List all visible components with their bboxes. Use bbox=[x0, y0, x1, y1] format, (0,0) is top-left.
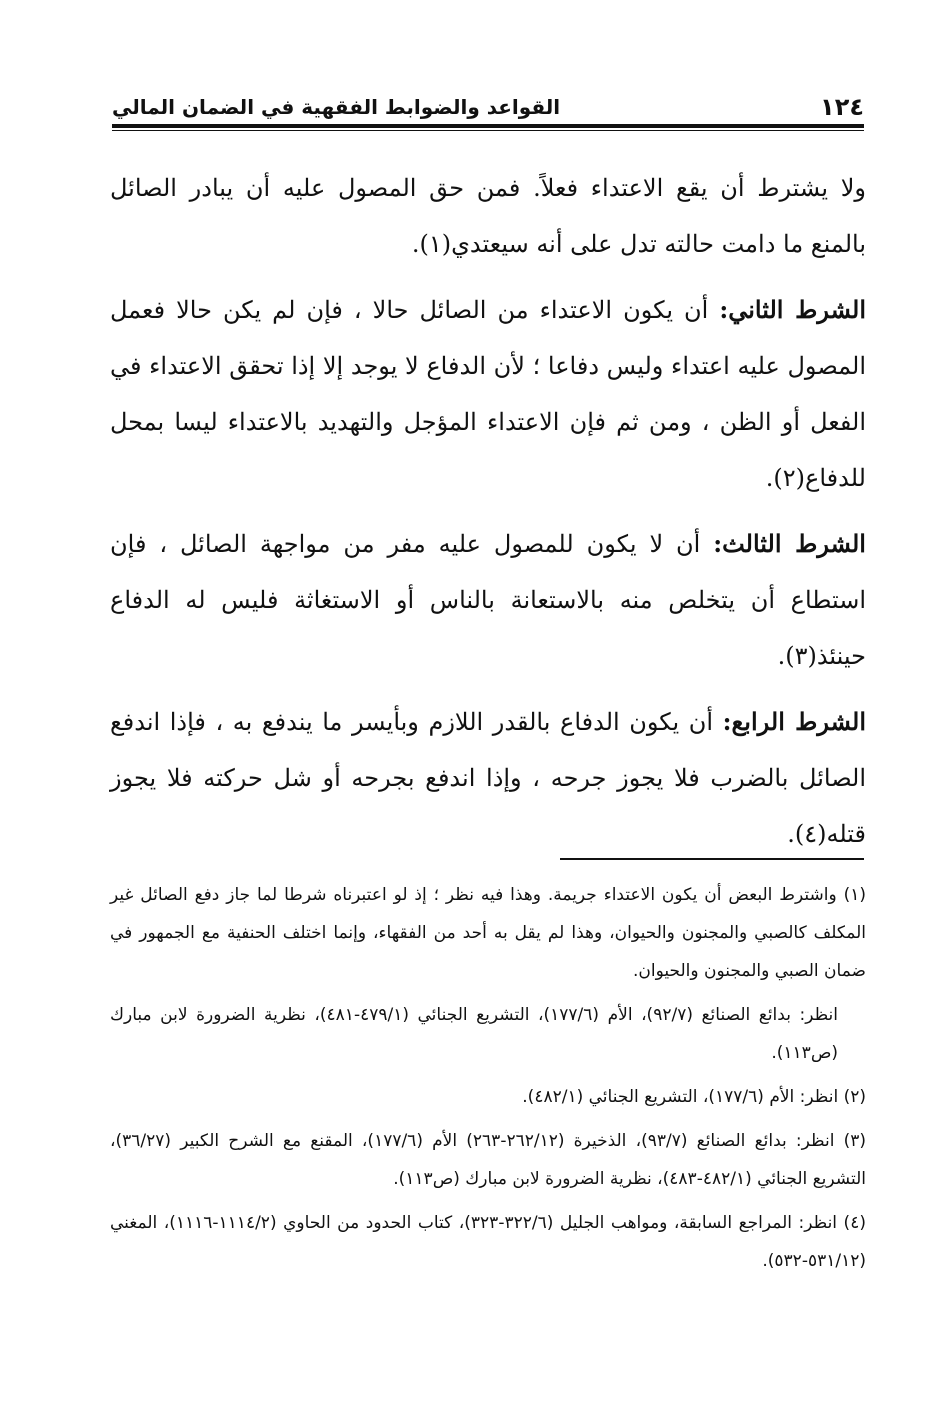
footnote-2: (٢) انظر: الأم (١٧٧/٦)، التشريع الجنائي (٤٨٢/١). bbox=[522, 1087, 866, 1107]
running-title: القواعد والضوابط الفقهية في الضمان المالي bbox=[112, 95, 561, 119]
footnote-4: (٤) انظر: المراجع السابقة، ومواهب الجليل (٣٢٢/٦-٣٢٣)، كتاب الحدود من الحاوي (١١١٤/٢-١١١٦)، المغني (٥٣١/١٢-٥٣٢). bbox=[110, 1213, 866, 1271]
header-rule bbox=[112, 124, 864, 128]
condition-3-text: أن لا يكون للمصول عليه مفر من مواجهة الصائل ، فإن استطاع أن يتخلص منه بالاستعانة بالناس أو الاستغاثة فليس له الدفاع حينئذ(٣). bbox=[110, 530, 867, 670]
body-text bbox=[110, 160, 866, 872]
condition-4-text: أن يكون الدفاع بالقدر اللازم وبأيسر ما يندفع به ، فإذا اندفع الصائل بالضرب فلا يجوز جرحه ، وإذا اندفع بجرحه أو شل حركته فلا يجوز قتله(٤). bbox=[110, 708, 866, 848]
paragraph-condition-4 bbox=[110, 694, 866, 862]
condition-2-text: أن يكون الاعتداء من الصائل حالا ، فإن لم يكن حالا فعمل المصول عليه اعتداء وليس دفاعا ؛ لأن الدفاع لا يوجد إلا إذا تحقق الاعتداء في الفعل أو الظن ، ومن ثم فإن الاعتداء المؤجل والتهديد بالاعتداء ليسا بمحل للدفاع(٢). bbox=[110, 296, 866, 492]
condition-4-title: الشرط الرابع: bbox=[722, 707, 866, 736]
page-number: ١٢٤ bbox=[820, 93, 864, 121]
paragraph-condition-2 bbox=[110, 282, 866, 506]
footnote-1: (١) واشترط البعض أن يكون الاعتداء جريمة. وهذا فيه نظر ؛ إذ لو اعتبرناه شرطا لما جاز دفع الصائل غير المكلف كالصبي والمجنون والحيوان، وهذا لم يقل به أحد من الفقهاء، وإنما اختلف الحنفية مع الجمهور في ضمان الصبي والمجنون والحيوان. bbox=[110, 885, 866, 981]
footnote-1-references: انظر: بدائع الصنائع (٩٢/٧)، الأم (١٧٧/٦)، التشريع الجنائي (٤٧٩/١-٤٨١)، نظرية الضرورة لابن مبارك (ص١١٣). bbox=[110, 1005, 838, 1063]
footnotes bbox=[110, 876, 866, 1286]
header-rule-thin bbox=[112, 130, 864, 131]
paragraph-condition-3 bbox=[110, 516, 866, 684]
footnote-3: (٣) انظر: بدائع الصنائع (٩٣/٧)، الذخيرة (٢٦٢/١٢-٢٦٣) الأم (١٧٧/٦)، المقنع مع الشرح الكبير (٣٦/٢٧)، التشريع الجنائي (٤٨٢/١-٤٨٣)، نظرية الضرورة لابن مبارك (ص١١٣). bbox=[110, 1131, 867, 1189]
condition-2-title: الشرط الثاني: bbox=[719, 295, 867, 324]
condition-3-title: الشرط الثالث: bbox=[713, 529, 866, 558]
paragraph-intro: ولا يشترط أن يقع الاعتداء فعلاً. فمن حق المصول عليه أن يبادر الصائل بالمنع ما دامت حالته تدل على أنه سيعتدي(١). bbox=[110, 174, 866, 258]
footnote-separator bbox=[560, 858, 864, 860]
page-header bbox=[112, 88, 864, 122]
